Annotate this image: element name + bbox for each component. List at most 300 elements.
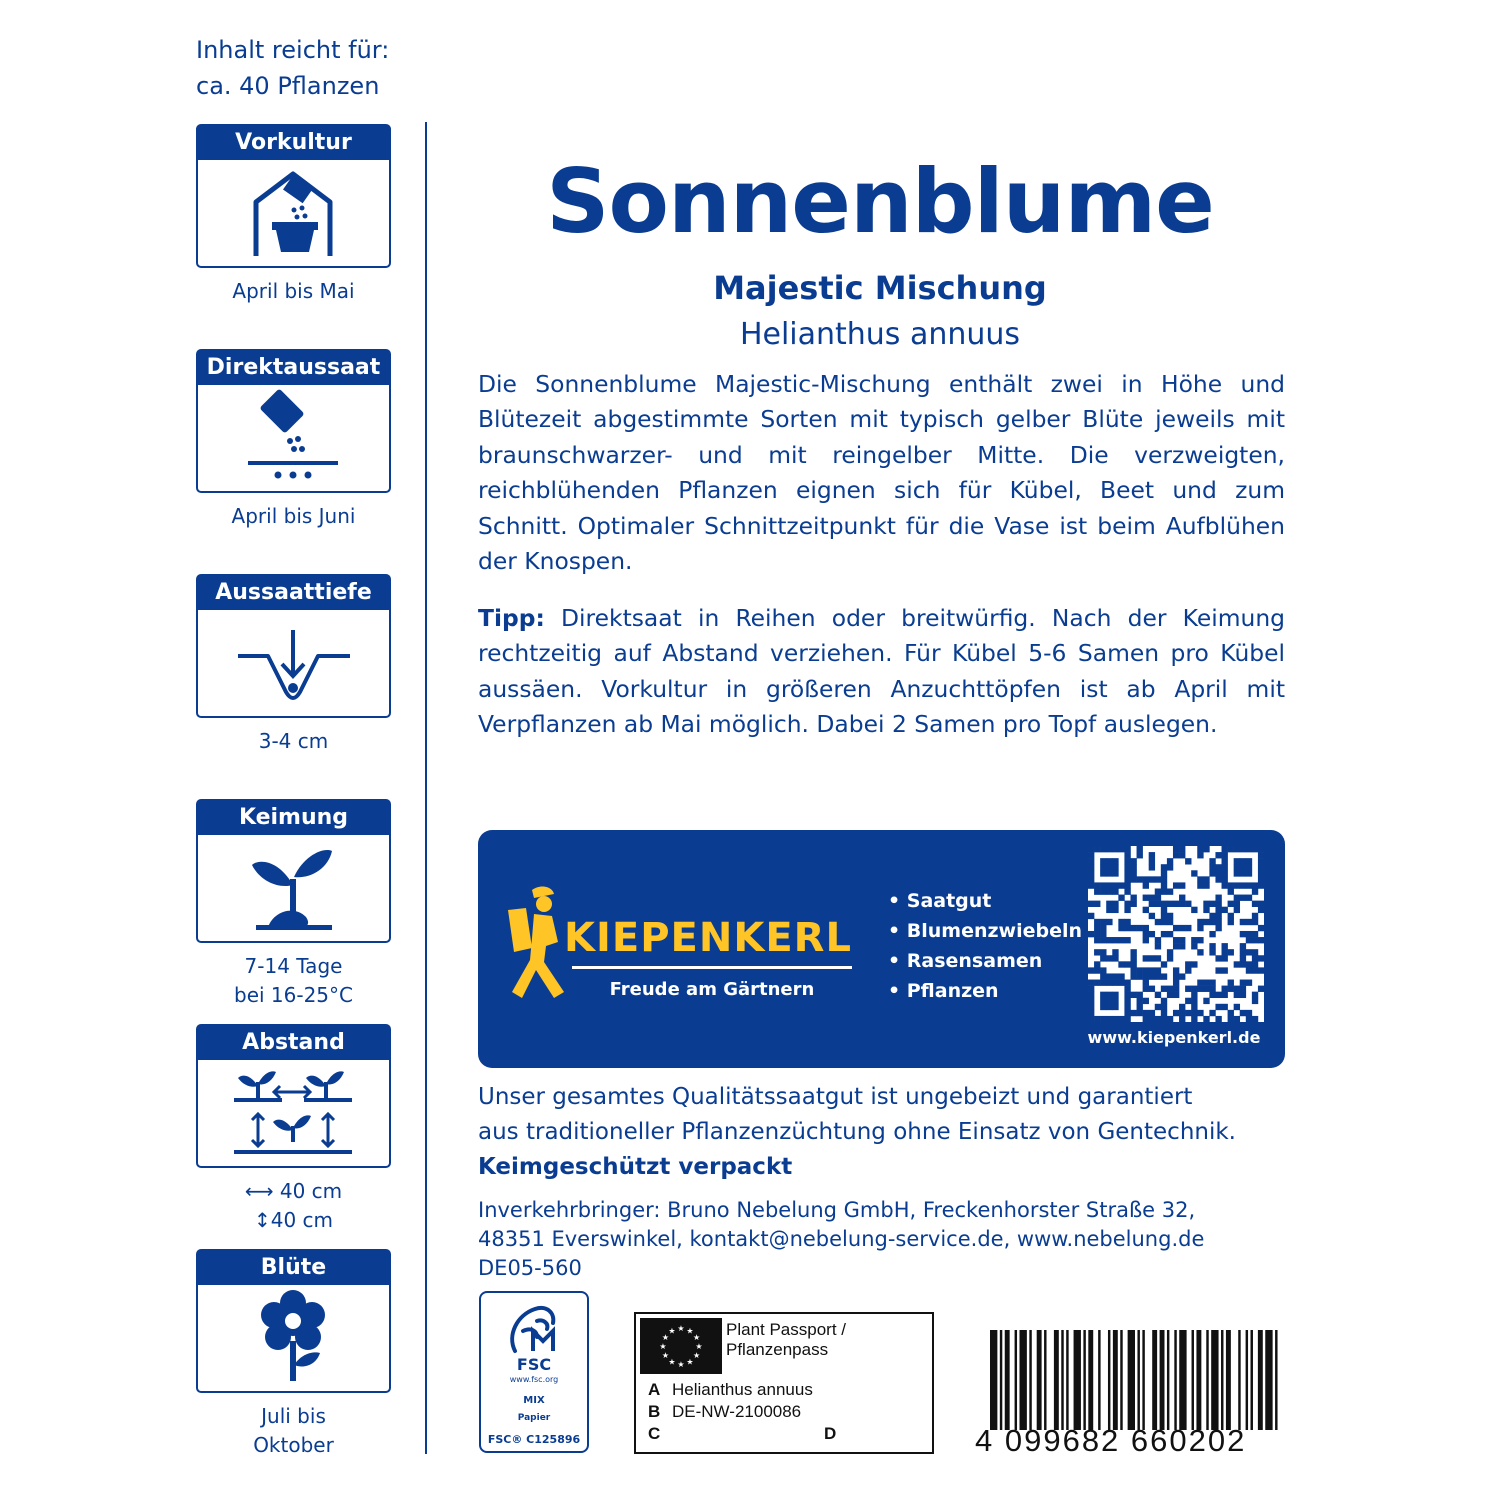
qr-module (1258, 876, 1264, 882)
row-key: B (648, 1402, 661, 1421)
qr-module (1246, 858, 1252, 864)
fsc-tree-icon (503, 1301, 565, 1355)
qr-module (1149, 864, 1155, 870)
qr-module (1149, 967, 1155, 973)
fsc-mix: MIX (523, 1395, 545, 1406)
qr-module (1173, 901, 1179, 907)
qr-module (1228, 986, 1234, 992)
qr-module (1240, 955, 1246, 961)
qr-module (1106, 846, 1112, 852)
qr-module (1124, 852, 1130, 858)
fsc-code: FSC® C125896 (487, 1433, 581, 1446)
qr-module (1185, 961, 1191, 967)
qr-module (1088, 931, 1094, 937)
caption-line: 40 cm (279, 1179, 343, 1203)
qr-module (1240, 986, 1246, 992)
qr-module (1240, 931, 1246, 937)
qr-module (1106, 992, 1112, 998)
card-bluete-caption (186, 1402, 401, 1460)
qr-module (1173, 992, 1179, 998)
qr-module (1197, 937, 1203, 943)
category-item: • Rasensamen (888, 950, 1043, 972)
qr-module (1179, 852, 1185, 858)
qr-module (1215, 992, 1221, 998)
horizontal-arrow-icon: ⟷ (244, 1179, 274, 1203)
barcode-bar (1174, 1330, 1176, 1430)
qr-module (1167, 949, 1173, 955)
qr-module (1209, 913, 1215, 919)
card-title: Blüte (198, 1251, 389, 1285)
barcode-bar (1015, 1330, 1017, 1430)
qr-module (1143, 907, 1149, 913)
qr-module (1094, 919, 1100, 925)
qr-module (1149, 973, 1155, 979)
qr-module (1228, 1016, 1234, 1022)
distributor-line: Inverkehrbringer: Bruno Nebelung GmbH, Freckenhorster Straße 32, (478, 1198, 1196, 1222)
qr-module (1258, 925, 1264, 931)
qr-module (1143, 980, 1149, 986)
eu-star: ★ (668, 1357, 676, 1367)
qr-module (1215, 876, 1221, 882)
brand-banner (478, 830, 1285, 1068)
qr-module (1137, 1010, 1143, 1016)
qr-module (1203, 901, 1209, 907)
qr-module (1215, 1016, 1221, 1022)
qr-module (1155, 919, 1161, 925)
qr-module (1118, 882, 1124, 888)
qr-module (1137, 1004, 1143, 1010)
fsc-label (479, 1291, 589, 1453)
qr-module (1161, 901, 1167, 907)
qr-module (1215, 955, 1221, 961)
qr-module (1137, 973, 1143, 979)
qr-module (1179, 895, 1185, 901)
qr-module (1112, 1016, 1118, 1022)
caption-line: April bis Juni (231, 504, 356, 528)
qr-module (1118, 980, 1124, 986)
qr-module (1124, 998, 1130, 1004)
qr-module (1173, 852, 1179, 858)
qr-module (1094, 931, 1100, 937)
qr-module (1094, 846, 1100, 852)
qr-module (1161, 998, 1167, 1004)
vertical-arrow-icon: ↕ (253, 1208, 271, 1232)
qr-module (1088, 852, 1094, 858)
qr-module (1209, 949, 1215, 955)
barcode-bar (1206, 1330, 1208, 1430)
qr-module (1240, 961, 1246, 967)
qr-module (1246, 931, 1252, 937)
qr-module (1100, 931, 1106, 937)
qr-module (1252, 961, 1258, 967)
qr-module (1209, 858, 1215, 864)
barcode-bar (1179, 1330, 1186, 1430)
barcode-bar (1066, 1330, 1068, 1430)
eu-star: ★ (686, 1326, 694, 1336)
qr-module (1106, 858, 1112, 864)
qr-module (1100, 949, 1106, 955)
qr-module (1246, 949, 1252, 955)
qr-module (1106, 864, 1112, 870)
qr-module (1124, 961, 1130, 967)
product-title: Sonnenblume (546, 150, 1214, 253)
qr-module (1228, 949, 1234, 955)
quality-line: Unser gesamtes Qualitätssaatgut ist ungebeizt und garantiert (478, 1084, 1193, 1110)
qr-module (1161, 931, 1167, 937)
eu-star: ★ (659, 1342, 667, 1351)
row-key: D (824, 1424, 837, 1443)
qr-module (1167, 919, 1173, 925)
qr-module (1155, 955, 1161, 961)
qr-module (1222, 846, 1228, 852)
qr-module (1209, 870, 1215, 876)
barcode-bar (1054, 1330, 1059, 1430)
qr-module (1234, 870, 1240, 876)
qr-module (1252, 1016, 1258, 1022)
barcode-bar (1265, 1330, 1272, 1430)
qr-module (1088, 858, 1094, 864)
barcode-bar (1258, 1330, 1263, 1430)
qr-module (1197, 980, 1203, 986)
qr-module (1203, 846, 1209, 852)
eu-star: ★ (695, 1342, 703, 1351)
qr-module (1112, 858, 1118, 864)
growing-tip (478, 601, 1285, 743)
qr-module (1137, 992, 1143, 998)
qr-module (1258, 870, 1264, 876)
qr-module (1215, 895, 1221, 901)
qr-module (1191, 998, 1197, 1004)
qr-module (1191, 1016, 1197, 1022)
qr-module (1234, 907, 1240, 913)
qr-module (1106, 1016, 1112, 1022)
qr-module (1100, 888, 1106, 894)
qr-module (1209, 992, 1215, 998)
qr-module (1112, 980, 1118, 986)
content-yield-line-1: Inhalt reicht für: (196, 36, 390, 64)
qr-module (1167, 858, 1173, 864)
qr-module (1197, 949, 1203, 955)
qr-module (1161, 1010, 1167, 1016)
qr-module (1094, 925, 1100, 931)
qr-module (1106, 888, 1112, 894)
category-item: • Pflanzen (888, 980, 999, 1002)
barcode-bar (1152, 1330, 1157, 1430)
qr-module (1234, 882, 1240, 888)
row-value: DE-NW-2100086 (672, 1402, 802, 1421)
qr-module (1124, 858, 1130, 864)
qr-module (1234, 992, 1240, 998)
qr-module (1100, 973, 1106, 979)
qr-module (1088, 846, 1094, 852)
qr-module (1149, 955, 1155, 961)
qr-module (1149, 901, 1155, 907)
qr-module (1191, 870, 1197, 876)
qr-module (1173, 1010, 1179, 1016)
qr-module (1258, 986, 1264, 992)
qr-module (1173, 943, 1179, 949)
barcode-bar (1061, 1330, 1063, 1430)
qr-module (1209, 980, 1215, 986)
qr-module (1155, 895, 1161, 901)
qr-module (1100, 955, 1106, 961)
barcode-bar (1275, 1330, 1277, 1430)
qr-module (1222, 852, 1228, 858)
qr-module (1112, 882, 1118, 888)
qr-module (1209, 943, 1215, 949)
qr-module (1088, 1016, 1094, 1022)
qr-module (1143, 986, 1149, 992)
qr-module (1258, 967, 1264, 973)
qr-module (1088, 913, 1094, 919)
qr-module (1240, 992, 1246, 998)
qr-module (1094, 888, 1100, 894)
barcode-bar (1167, 1330, 1169, 1430)
qr-module (1222, 949, 1228, 955)
qr-module (1179, 1004, 1185, 1010)
qr-module (1234, 846, 1240, 852)
qr-module (1203, 907, 1209, 913)
caption-line: Oktober (253, 1433, 334, 1457)
qr-module (1209, 931, 1215, 937)
qr-module (1167, 1016, 1173, 1022)
qr-module (1137, 967, 1143, 973)
plant-spacing-icon (198, 1060, 389, 1166)
brand-underline (572, 966, 852, 969)
row-value: Helianthus annuus (672, 1380, 813, 1399)
qr-module (1246, 846, 1252, 852)
qr-module (1234, 895, 1240, 901)
qr-module (1234, 864, 1240, 870)
caption-line: bei 16-25°C (234, 983, 353, 1007)
qr-module (1203, 1016, 1209, 1022)
website-url[interactable]: www.kiepenkerl.de (1087, 1028, 1261, 1047)
qr-code[interactable] (1088, 846, 1264, 1022)
qr-module (1161, 1016, 1167, 1022)
qr-module (1100, 846, 1106, 852)
qr-module (1209, 864, 1215, 870)
caption-line: Juli bis (261, 1404, 326, 1428)
qr-module (1149, 931, 1155, 937)
qr-module (1149, 852, 1155, 858)
qr-module (1191, 907, 1197, 913)
barcode-bar (1029, 1330, 1031, 1430)
card-keimung-caption (186, 952, 401, 1010)
qr-module (1191, 1004, 1197, 1010)
qr-module (1106, 919, 1112, 925)
qr-module (1155, 888, 1161, 894)
qr-module (1161, 1004, 1167, 1010)
qr-module (1234, 1004, 1240, 1010)
qr-module (1094, 961, 1100, 967)
qr-module (1203, 986, 1209, 992)
qr-module (1100, 967, 1106, 973)
qr-module (1124, 980, 1130, 986)
barcode-bar (1238, 1330, 1240, 1430)
qr-module (1197, 882, 1203, 888)
caption-line: 7-14 Tage (244, 954, 343, 978)
qr-module (1112, 846, 1118, 852)
qr-module (1106, 973, 1112, 979)
qr-module (1155, 967, 1161, 973)
qr-module (1106, 998, 1112, 1004)
qr-module (1137, 852, 1143, 858)
qr-module (1197, 1010, 1203, 1016)
qr-module (1112, 901, 1118, 907)
qr-module (1130, 876, 1136, 882)
qr-module (1161, 870, 1167, 876)
qr-module (1137, 846, 1143, 852)
qr-module (1222, 1004, 1228, 1010)
qr-module (1149, 986, 1155, 992)
distributor-line: DE05-560 (478, 1256, 582, 1280)
qr-module (1124, 882, 1130, 888)
qr-module (1209, 986, 1215, 992)
qr-module (1094, 980, 1100, 986)
qr-module (1246, 937, 1252, 943)
qr-module (1112, 907, 1118, 913)
qr-module (1112, 992, 1118, 998)
qr-module (1100, 992, 1106, 998)
eu-flag-icon (640, 1318, 722, 1374)
content-yield-line-2: ca. 40 Pflanzen (196, 72, 380, 100)
card-title: Keimung (198, 801, 389, 835)
qr-module (1252, 901, 1258, 907)
qr-module (1240, 919, 1246, 925)
qr-module (1155, 992, 1161, 998)
qr-module (1088, 986, 1094, 992)
qr-module (1088, 1004, 1094, 1010)
qr-module (1155, 937, 1161, 943)
qr-module (1240, 949, 1246, 955)
qr-module (1112, 998, 1118, 1004)
qr-module (1130, 992, 1136, 998)
qr-module (1173, 925, 1179, 931)
qr-module (1167, 913, 1173, 919)
qr-module (1228, 919, 1234, 925)
qr-module (1252, 882, 1258, 888)
barcode-bar (1211, 1330, 1218, 1430)
qr-module (1088, 967, 1094, 973)
card-vorkultur (196, 124, 391, 268)
card-vorkultur-caption (186, 277, 401, 306)
qr-module (1173, 846, 1179, 852)
barcode-bar (1088, 1330, 1093, 1430)
qr-module (1240, 846, 1246, 852)
qr-module (1191, 992, 1197, 998)
qr-module (1143, 998, 1149, 1004)
qr-module (1246, 967, 1252, 973)
qr-module (1100, 980, 1106, 986)
seed-packet-sowing-icon (198, 385, 389, 491)
quality-statement (478, 1080, 1298, 1185)
qr-module (1222, 967, 1228, 973)
row-key: C (648, 1424, 661, 1443)
qr-module (1258, 858, 1264, 864)
qr-module (1179, 1010, 1185, 1016)
barcode-bar (1044, 1330, 1046, 1430)
barcode-bar (1192, 1330, 1194, 1430)
qr-module (1203, 998, 1209, 1004)
qr-module (1258, 901, 1264, 907)
qr-module (1246, 919, 1252, 925)
qr-module (1258, 882, 1264, 888)
qr-module (1215, 852, 1221, 858)
variety-name: Majestic Mischung (713, 269, 1047, 307)
barcode-bar (1142, 1330, 1144, 1430)
qr-module (1112, 949, 1118, 955)
barcode-bar (1098, 1330, 1100, 1430)
barcode (990, 1330, 1280, 1430)
qr-module (1143, 1016, 1149, 1022)
qr-module (1124, 907, 1130, 913)
qr-module (1240, 870, 1246, 876)
card-title: Vorkultur (198, 126, 389, 160)
qr-module (1155, 973, 1161, 979)
qr-module (1124, 1010, 1130, 1016)
qr-module (1246, 882, 1252, 888)
qr-module (1118, 925, 1124, 931)
fsc-material: Papier (517, 1413, 551, 1423)
qr-module (1228, 888, 1234, 894)
barcode-number: 4 099682 660202 (975, 1423, 1247, 1458)
qr-module (1149, 895, 1155, 901)
barcode-bar (1246, 1330, 1248, 1430)
qr-module (1088, 870, 1094, 876)
qr-module (1252, 931, 1258, 937)
qr-module (1106, 907, 1112, 913)
qr-module (1191, 937, 1197, 943)
qr-module (1094, 937, 1100, 943)
qr-module (1143, 937, 1149, 943)
qr-module (1161, 888, 1167, 894)
qr-module (1130, 973, 1136, 979)
caption-line: 40 cm (270, 1208, 334, 1232)
qr-module (1149, 858, 1155, 864)
product-categories (888, 886, 1082, 1006)
distributor-line: 48351 Everswinkel, kontakt@nebelung-service.de, www.nebelung.de (478, 1227, 1205, 1251)
qr-module (1222, 943, 1228, 949)
card-title: Abstand (198, 1026, 389, 1060)
qr-module (1167, 931, 1173, 937)
card-direktaussaat-caption (186, 502, 401, 531)
qr-module (1240, 1010, 1246, 1016)
fsc-logo-text: FSC (516, 1355, 552, 1374)
qr-module (1088, 882, 1094, 888)
qr-module (1124, 992, 1130, 998)
qr-module (1167, 901, 1173, 907)
qr-module (1106, 955, 1112, 961)
qr-module (1124, 937, 1130, 943)
qr-module (1234, 961, 1240, 967)
qr-module (1179, 1016, 1185, 1022)
qr-module (1246, 961, 1252, 967)
qr-module (1112, 973, 1118, 979)
germ-protected-note: Keimgeschützt verpackt (478, 1154, 793, 1180)
qr-module (1118, 846, 1124, 852)
passport-title-line: Plant Passport / (726, 1320, 847, 1339)
qr-module (1137, 876, 1143, 882)
qr-module (1258, 852, 1264, 858)
barcode-bar (990, 1330, 997, 1430)
qr-module (1161, 973, 1167, 979)
qr-module (1167, 986, 1173, 992)
category-item: • Saatgut (888, 890, 992, 912)
quality-line: aus traditioneller Pflanzenzüchtung ohne Einsatz von Gentechnik. (478, 1119, 1236, 1145)
qr-module (1252, 949, 1258, 955)
barcode-bar (1019, 1330, 1026, 1430)
qr-module (1106, 980, 1112, 986)
